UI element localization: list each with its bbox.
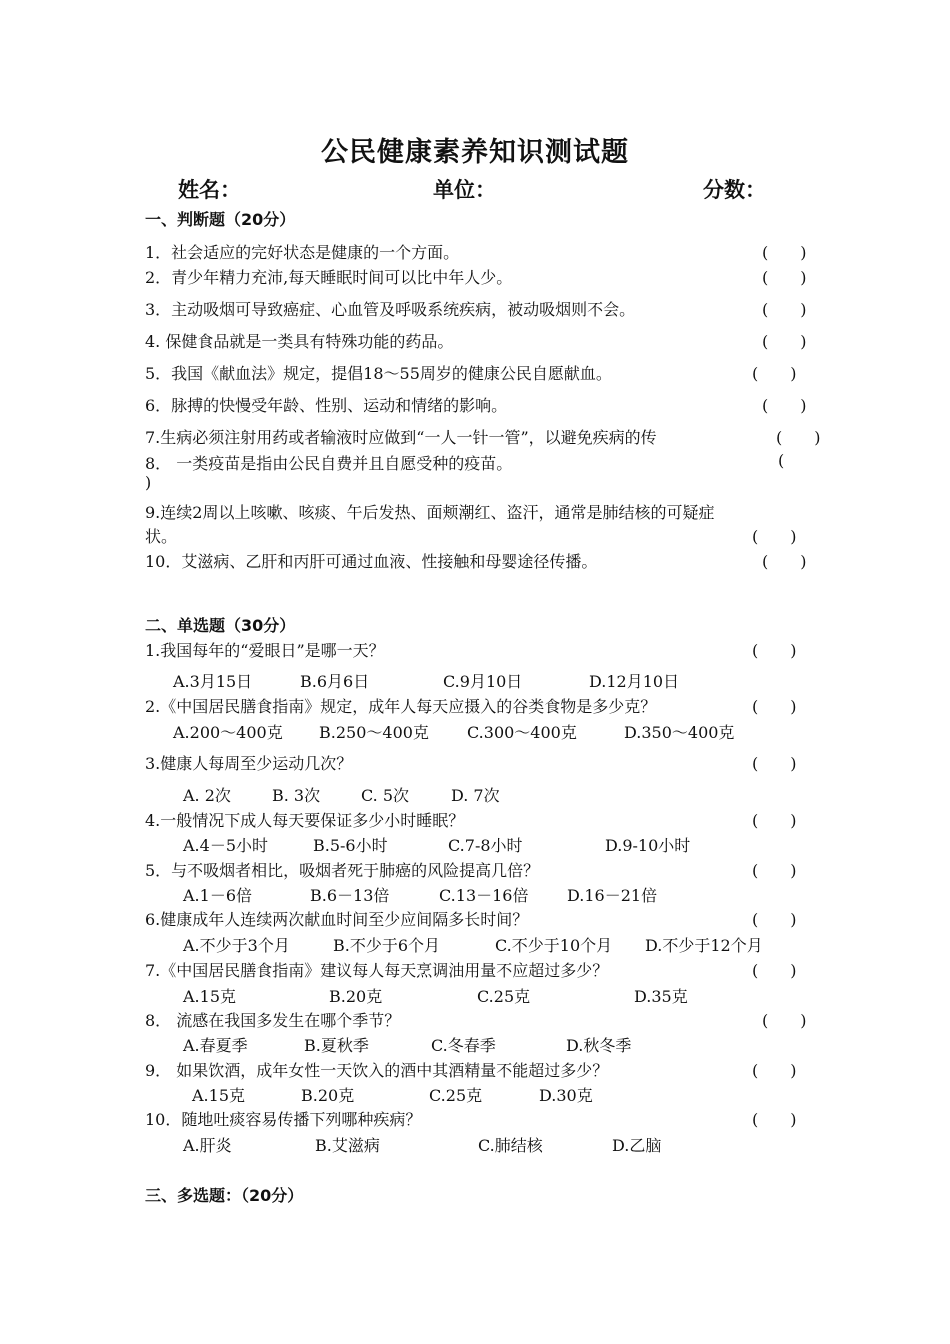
single-q2-option-a: A.200～400克 xyxy=(173,723,283,742)
single-q4-option-a: A.4－5小时 xyxy=(183,836,269,855)
score-label: 分数： xyxy=(703,178,766,202)
judge-item-8: 8． 一类疫苗是指由公民自费并且自愿受种的疫苗。 xyxy=(145,454,513,473)
single-q7-option-a: A.15克 xyxy=(183,987,237,1006)
page-title: 公民健康素养知识测试题 xyxy=(321,137,629,168)
single-q5-option-a: A.1－6倍 xyxy=(183,886,253,905)
judge-answer-bracket-8-open: ( xyxy=(778,451,785,470)
single-q10-option-a: A.肝炎 xyxy=(183,1136,232,1155)
judge-answer-bracket-9: ( ) xyxy=(752,527,797,546)
name-label: 姓名： xyxy=(178,178,241,202)
single-q5-option-b: B.6－13倍 xyxy=(310,886,390,905)
single-q5-option-d: D.16－21倍 xyxy=(567,886,658,905)
judge-item-9: 9.连续2周以上咳嗽、咳痰、午后发热、面颊潮红、盗汗，通常是肺结核的可疑症 xyxy=(145,503,715,522)
single-q3-option-d: D. 7次 xyxy=(451,786,500,805)
judge-item-1: 1．社会适应的完好状态是健康的一个方面。 xyxy=(145,243,460,262)
single-answer-bracket-6: ( ) xyxy=(752,910,797,929)
judge-item-3: 3．主动吸烟可导致癌症、心血管及呼吸系统疾病，被动吸烟则不会。 xyxy=(145,300,636,319)
single-answer-bracket-7: ( ) xyxy=(752,961,797,980)
judge-item-7: 7.生病必须注射用药或者输液时应做到“一人一针一管”，以避免疾病的传 xyxy=(145,428,657,447)
single-q4-option-b: B.5-6小时 xyxy=(313,836,388,855)
single-q1-option-b: B.6月6日 xyxy=(300,672,370,691)
single-q7-option-d: D.35克 xyxy=(634,987,688,1006)
single-answer-bracket-3: ( ) xyxy=(752,754,797,773)
judge-answer-bracket-4: ( ) xyxy=(762,332,807,351)
single-q4-option-c: C.7-8小时 xyxy=(448,836,523,855)
judge-item-5: 5．我国《献血法》规定，提倡18～55周岁的健康公民自愿献血。 xyxy=(145,364,612,383)
single-q2-option-b: B.250～400克 xyxy=(319,723,429,742)
single-q9-option-d: D.30克 xyxy=(539,1086,593,1105)
single-answer-bracket-9: ( ) xyxy=(752,1061,797,1080)
single-q6-option-b: B.不少于6个月 xyxy=(333,936,441,955)
single-q3-option-a: A. 2次 xyxy=(183,786,231,805)
single-question-7: 7.《中国居民膳食指南》建议每人每天烹调油用量不应超过多少？ xyxy=(145,961,609,980)
single-answer-bracket-1: ( ) xyxy=(752,641,797,660)
single-q5-option-c: C.13－16倍 xyxy=(439,886,529,905)
single-question-1: 1.我国每年的“爱眼日”是哪一天？ xyxy=(145,641,385,660)
single-answer-bracket-5: ( ) xyxy=(752,861,797,880)
single-q8-option-d: D.秋冬季 xyxy=(566,1036,632,1055)
judge-item-2: 2．青少年精力充沛,每天睡眠时间可以比中年人少。 xyxy=(145,268,513,287)
single-q8-option-b: B.夏秋季 xyxy=(304,1036,369,1055)
judge-item-10: 10．艾滋病、乙肝和丙肝可通过血液、性接触和母婴途径传播。 xyxy=(145,552,598,571)
single-q7-option-c: C.25克 xyxy=(477,987,531,1006)
judge-answer-bracket-7: ( ) xyxy=(776,428,821,447)
judge-answer-bracket-3: ( ) xyxy=(762,300,807,319)
judge-answer-bracket-2: ( ) xyxy=(762,268,807,287)
single-q1-option-a: A.3月15日 xyxy=(173,672,253,691)
single-question-5: 5．与不吸烟者相比，吸烟者死于肺癌的风险提高几倍？ xyxy=(145,861,540,880)
single-q2-option-d: D.350～400克 xyxy=(624,723,735,742)
single-question-6: 6.健康成年人连续两次献血时间至少应间隔多长时间？ xyxy=(145,910,529,929)
judge-item-9-continuation: 状。 xyxy=(145,527,178,546)
single-question-10: 10．随地吐痰容易传播下列哪种疾病？ xyxy=(145,1110,422,1129)
single-q6-option-c: C.不少于10个月 xyxy=(495,936,613,955)
single-q8-option-c: C.冬春季 xyxy=(431,1036,496,1055)
single-question-4: 4.一般情况下成人每天要保证多少小时睡眠？ xyxy=(145,811,465,830)
section-single-heading: 二、单选题（30分） xyxy=(145,616,296,635)
single-q4-option-d: D.9-10小时 xyxy=(605,836,691,855)
single-q10-option-c: C.肺结核 xyxy=(478,1136,543,1155)
single-question-3: 3.健康人每周至少运动几次？ xyxy=(145,754,353,773)
single-q8-option-a: A.春夏季 xyxy=(183,1036,248,1055)
single-question-8: 8． 流感在我国多发生在哪个季节？ xyxy=(145,1011,401,1030)
judge-answer-bracket-1: ( ) xyxy=(762,243,807,262)
single-q9-option-b: B.20克 xyxy=(301,1086,355,1105)
single-q3-option-c: C. 5次 xyxy=(361,786,410,805)
judge-item-6: 6．脉搏的快慢受年龄、性别、运动和情绪的影响。 xyxy=(145,396,508,415)
single-q7-option-b: B.20克 xyxy=(329,987,383,1006)
single-q3-option-b: B. 3次 xyxy=(272,786,321,805)
single-q10-option-d: D.乙脑 xyxy=(612,1136,662,1155)
single-answer-bracket-10: ( ) xyxy=(752,1110,797,1129)
single-q10-option-b: B.艾滋病 xyxy=(315,1136,380,1155)
single-q9-option-a: A.15克 xyxy=(192,1086,246,1105)
single-question-9: 9． 如果饮酒，成年女性一天饮入的酒中其酒精量不能超过多少？ xyxy=(145,1061,609,1080)
section-judge-heading: 一、判断题（20分） xyxy=(145,210,296,229)
single-question-2: 2.《中国居民膳食指南》规定，成年人每天应摄入的谷类食物是多少克？ xyxy=(145,697,657,716)
single-q9-option-c: C.25克 xyxy=(429,1086,483,1105)
unit-label: 单位： xyxy=(433,178,496,202)
judge-item-4: 4. 保健食品就是一类具有特殊功能的药品。 xyxy=(145,332,454,351)
judge-answer-bracket-5: ( ) xyxy=(752,364,797,383)
single-q2-option-c: C.300～400克 xyxy=(467,723,577,742)
single-q1-option-c: C.9月10日 xyxy=(443,672,523,691)
judge-answer-bracket-8-close: ) xyxy=(145,473,152,492)
judge-answer-bracket-6: ( ) xyxy=(762,396,807,415)
judge-answer-bracket-10: ( ) xyxy=(762,552,807,571)
section-multi-heading: 三、多选题：（20分） xyxy=(145,1186,304,1205)
single-answer-bracket-2: ( ) xyxy=(752,697,797,716)
single-answer-bracket-8: ( ) xyxy=(762,1011,807,1030)
single-answer-bracket-4: ( ) xyxy=(752,811,797,830)
single-q6-option-a: A.不少于3个月 xyxy=(183,936,290,955)
single-q6-option-d: D.不少于12个月 xyxy=(645,936,763,955)
single-q1-option-d: D.12月10日 xyxy=(589,672,680,691)
